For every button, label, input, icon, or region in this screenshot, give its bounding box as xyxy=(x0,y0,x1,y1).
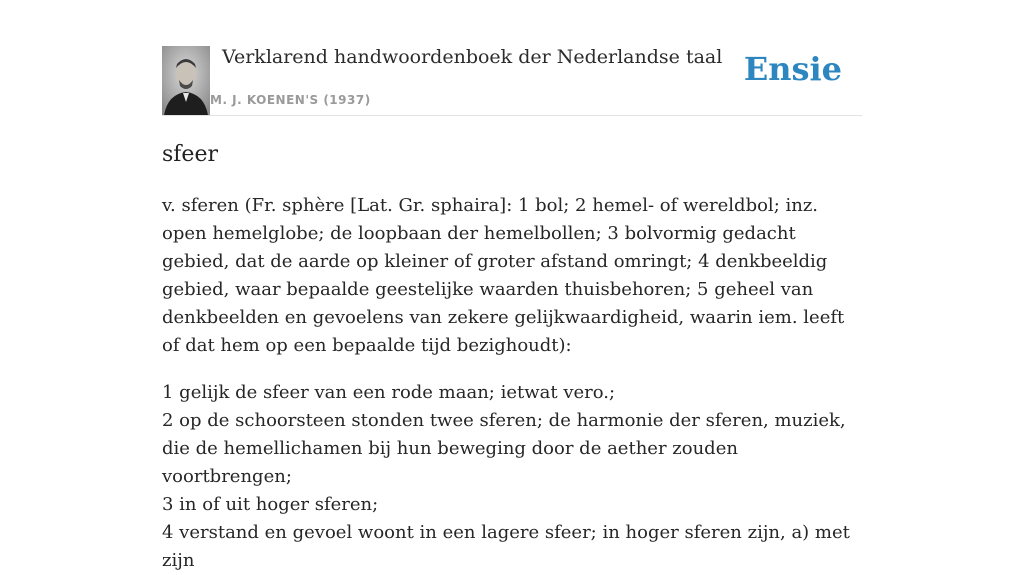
entry-definition: v. sferen (Fr. sphère [Lat. Gr. sphaira]: 1 bol; 2 hemel- of wereldbol; inz. open hemelglobe; de loopbaan der hemelbollen; 3 bolvormig gedacht gebied, dat de aarde op kleiner of groter afstand omringt; 4 denkbeeldig gebied, waar bepaalde geestelijke waarden thuisbehoren; 5 geheel van denkbeelden en gevoelens van zekere gelijkwaardigheid, waarin iem. leeft of dat hem op een bepaalde tijd bezighoudt): xyxy=(162,195,845,356)
example-line: 1 gelijk de sfeer van een rode maan; ietwat vero.; xyxy=(162,382,616,403)
example-line: 2 op de schoorsteen stonden twee sferen; de harmonie der sferen, muziek, die de hemellichamen bij hun beweging door de aether zouden voortbrengen; xyxy=(162,410,846,487)
author-portrait-icon xyxy=(162,46,210,115)
ensie-logo-link[interactable]: Ensie xyxy=(743,50,842,88)
entry-headword: sfeer xyxy=(162,142,218,167)
example-line: 3 in of uit hoger sferen; xyxy=(162,494,379,515)
dictionary-title: Verklarend handwoordenboek der Nederlandse taal xyxy=(222,46,723,68)
example-line: 4 verstand en gevoel woont in een lagere sfeer; in hoger sferen zijn, a) met zijn xyxy=(162,522,850,571)
page xyxy=(162,0,862,571)
dictionary-subtitle: M. J. KOENEN'S (1937) xyxy=(210,93,371,107)
entry-examples xyxy=(162,379,862,575)
site-header xyxy=(162,0,862,116)
